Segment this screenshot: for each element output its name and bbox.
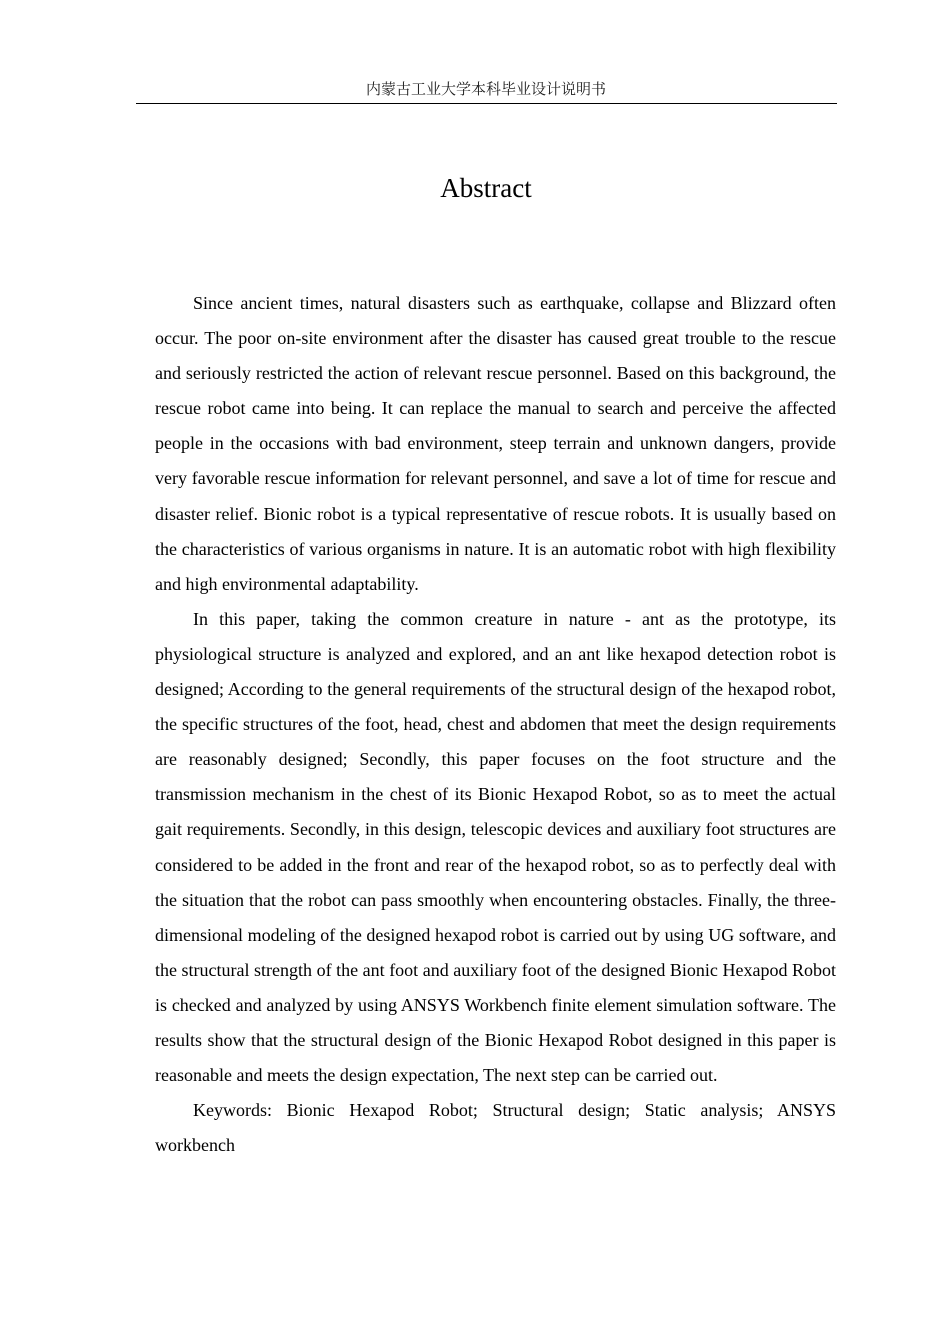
page-header: 内蒙古工业大学本科毕业设计说明书 — [365, 80, 606, 98]
header-rule — [136, 103, 837, 104]
abstract-body — [155, 286, 836, 1163]
abstract-title: Abstract — [440, 173, 532, 203]
abstract-paragraph-1: Since ancient times, natural disasters such as earthquake, collapse and Blizzard often occur. The poor on-site environment after the disaster has caused great trouble to the rescue and seriously restricted the action of relevant rescue personnel. Based on this background, the rescue robot came into being. It can replace the manual to search and perceive the affected people in the occasions with bad environment, steep terrain and unknown dangers, provide very favorable rescue information for relevant personnel, and save a lot of time for rescue and disaster relief. Bionic robot is a typical representative of rescue robots. It is usually based on the characteristics of various organisms in nature. It is an automatic robot with high flexibility and high environmental adaptability. — [155, 293, 836, 594]
keywords-line: Keywords: Bionic Hexapod Robot; Structural design; Static analysis; ANSYS workbench — [155, 1100, 836, 1156]
abstract-paragraph-2: In this paper, taking the common creature in nature - ant as the prototype, its physiological structure is analyzed and explored, and an ant like hexapod detection robot is designed; According to the general requirements of the structural design of the hexapod robot, the specific structures of the foot, head, chest and abdomen that meet the design requirements are reasonably designed; Secondly, this paper focuses on the foot structure and the transmission mechanism in the chest of its Bionic Hexapod Robot, so as to meet the actual gait requirements. Secondly, in this design, telescopic devices and auxiliary foot structures are considered to be added in the front and rear of the hexapod robot, so as to perfectly deal with the situation that the robot can pass smoothly when encountering obstacles. Finally, the three-dimensional modeling of the designed hexapod robot is carried out by using UG software, and the structural strength of the ant foot and auxiliary foot of the designed Bionic Hexapod Robot is checked and analyzed by using ANSYS Workbench finite element simulation software. The results show that the structural design of the Bionic Hexapod Robot designed in this paper is reasonable and meets the design expectation, The next step can be carried out. — [155, 608, 836, 1086]
